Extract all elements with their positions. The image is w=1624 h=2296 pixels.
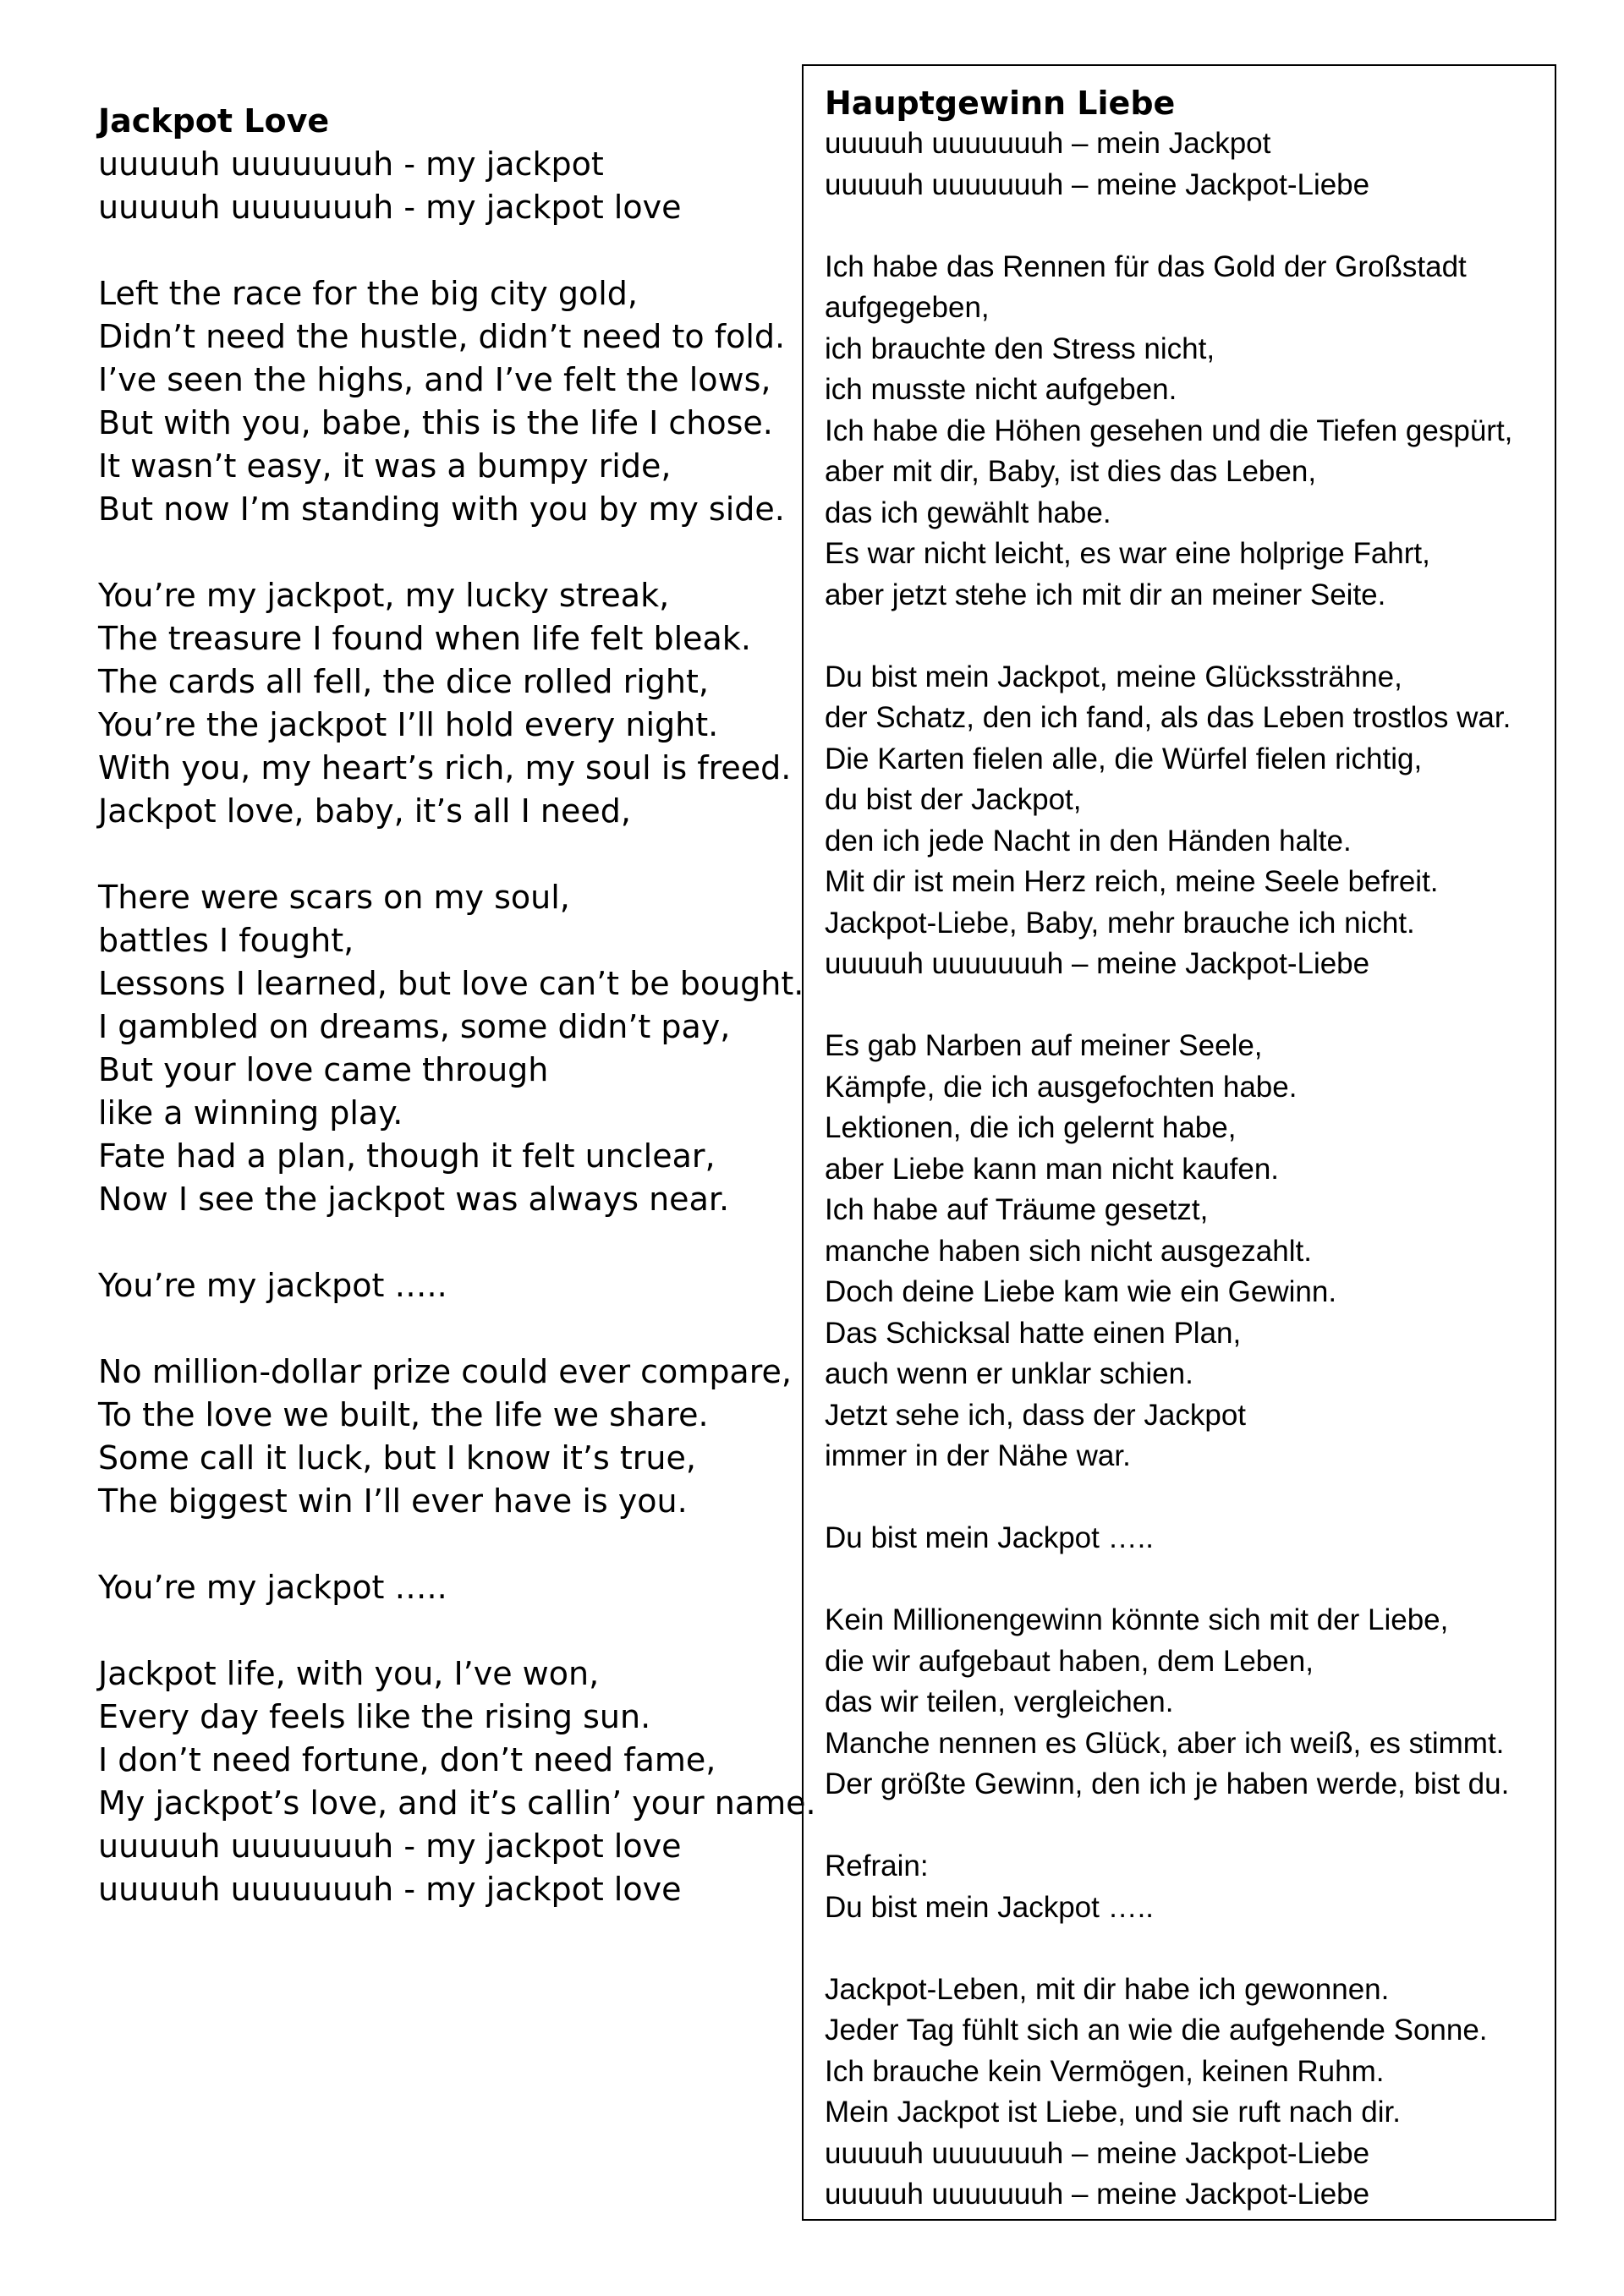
lyric-line: Jeder Tag fühlt sich an wie die aufgehende Sonne. [825,2014,1488,2047]
stanza [825,1518,1544,1559]
lyric-line: Left the race for the big city gold, [98,275,638,312]
lyric-line: But now I’m standing with you by my side. [98,490,785,528]
lyric-line: But with you, babe, this is the life I chose. [98,404,773,441]
lyric-line: Manche nennen es Glück, aber ich weiß, es stimmt. [825,1726,1505,1760]
stanza [825,123,1544,205]
lyric-line: Lektionen, die ich gelernt habe, [825,1111,1237,1144]
lyric-line: aber Liebe kann man nicht kaufen. [825,1152,1280,1186]
lyric-line: You’re the jackpot I’ll hold every night. [98,706,719,743]
lyric-line: Ich habe die Höhen gesehen und die Tiefen gespürt, [825,414,1513,447]
lyric-line: You’re my jackpot, my lucky streak, [98,577,670,614]
lyric-line: Jackpot life, with you, I’ve won, [98,1655,600,1692]
lyric-line: den ich jede Nacht in den Händen halte. [825,824,1352,858]
lyric-line: Kein Millionengewinn könnte sich mit der Liebe, [825,1603,1449,1636]
lyric-line: My jackpot’s love, and it’s callin’ your name. [98,1784,816,1822]
lyric-line: Ich brauche kein Vermögen, keinen Ruhm. [825,2054,1385,2088]
lyric-line: Ich habe auf Träume gesetzt, [825,1193,1209,1226]
lyric-line: Die Karten fielen alle, die Würfel fielen richtig, [825,742,1423,775]
lyric-line: Es gab Narben auf meiner Seele, [825,1029,1263,1062]
lyric-line: Du bist mein Jackpot ….. [825,1521,1155,1554]
english-lyrics-body [98,143,816,1911]
lyric-line: I don’t need fortune, don’t need fame, [98,1741,716,1778]
lyric-line: The treasure I found when life felt bleak. [98,620,751,657]
lyric-line: There were scars on my soul, [98,879,570,916]
stanza-gap [98,1609,792,1652]
lyric-line: uuuuuh uuuuuuuh - my jackpot [98,145,604,183]
lyric-line: It wasn’t easy, it was a bumpy ride, [98,447,672,485]
stanza [98,1351,792,1523]
stanza [98,1264,792,1307]
lyric-line: Now I see the jackpot was always near. [98,1181,730,1218]
english-lyrics-column [98,100,816,1911]
lyric-line: aber jetzt stehe ich mit dir an meiner Seite. [825,578,1386,611]
lyric-line: The biggest win I’ll ever have is you. [98,1482,688,1520]
stanza-gap [98,1523,792,1566]
lyric-line: Der größte Gewinn, den ich je haben werde, bist du. [825,1767,1510,1800]
lyric-line: You’re my jackpot ….. [98,1569,447,1606]
lyric-line: aufgegeben, [825,291,990,324]
lyric-line: Every day feels like the rising sun. [98,1698,651,1735]
lyric-line: battles I fought, [98,922,354,959]
lyric-line: Mit dir ist mein Herz reich, meine Seele befreit. [825,865,1439,898]
german-lyrics-body [825,123,1544,2216]
stanza-gap [825,985,1544,1027]
stanza-gap [98,229,792,272]
lyric-line: Du bist mein Jackpot ….. [825,1890,1155,1924]
stanza [825,247,1544,616]
lyric-line: Das Schicksal hatte einen Plan, [825,1316,1242,1350]
stanza [825,1600,1544,1806]
lyric-line: You’re my jackpot ….. [98,1267,447,1304]
stanza [98,143,792,229]
stanza-gap [825,1806,1544,1847]
lyric-line: The cards all fell, the dice rolled right, [98,663,709,700]
stanza [825,1970,1544,2216]
lyric-line: Lessons I learned, but love can’t be bought. [98,965,804,1002]
lyric-line: Mein Jackpot ist Liebe, und sie ruft nach dir. [825,2096,1401,2129]
lyric-line: Kämpfe, die ich ausgefochten habe. [825,1070,1298,1104]
german-lyrics-column [825,83,1544,2216]
lyric-line: ich brauchte den Stress nicht, [825,332,1215,365]
stanza-gap [98,531,792,574]
lyric-line: I’ve seen the highs, and I’ve felt the lows, [98,361,771,398]
german-song-title: Hauptgewinn Liebe [825,85,1176,122]
stanza [825,1026,1544,1477]
lyric-line: uuuuuh uuuuuuuh – mein Jackpot [825,127,1271,160]
lyric-line: Du bist mein Jackpot, meine Glückssträhne, [825,660,1402,693]
stanza-gap [825,1559,1544,1601]
lyric-line: auch wenn er unklar schien. [825,1357,1193,1390]
lyric-line: I gambled on dreams, some didn’t pay, [98,1008,731,1045]
stanza-gap [825,205,1544,247]
stanza [98,1652,816,1911]
lyric-line: But your love came through [98,1051,549,1088]
lyric-line: uuuuuh uuuuuuuh - my jackpot love [98,1827,682,1865]
lyric-line: Jetzt sehe ich, dass der Jackpot [825,1398,1247,1432]
lyric-line: Jackpot-Liebe, Baby, mehr brauche ich nicht. [825,906,1415,940]
lyric-line: No million-dollar prize could ever compare, [98,1353,792,1390]
stanza-gap [825,1928,1544,1970]
lyric-line: ich musste nicht aufgeben. [825,373,1177,406]
stanza-gap [98,833,792,876]
stanza [825,657,1544,985]
stanza-gap [98,1307,792,1351]
lyric-line: With you, my heart’s rich, my soul is freed. [98,749,792,786]
lyric-line: immer in der Nähe war. [825,1439,1131,1472]
stanza-gap [98,1221,792,1264]
lyric-line: uuuuuh uuuuuuuh – meine Jackpot-Liebe [825,947,1370,980]
lyric-line: uuuuuh uuuuuuuh - my jackpot love [98,189,682,226]
lyric-line: das ich gewählt habe. [825,496,1111,529]
stanza [98,876,804,1221]
lyric-line: Ich habe das Rennen für das Gold der Großstadt [825,249,1467,283]
lyric-line: manche haben sich nicht ausgezahlt. [825,1234,1312,1268]
lyric-line: Some call it luck, but I know it’s true, [98,1439,696,1477]
lyric-line: der Schatz, den ich fand, als das Leben trostlos war. [825,701,1512,734]
stanza [825,1846,1544,1928]
lyric-line: die wir aufgebaut haben, dem Leben, [825,1644,1314,1678]
lyric-line: Fate had a plan, though it felt unclear, [98,1137,716,1175]
stanza-gap [825,1477,1544,1519]
lyric-line: like a winning play. [98,1094,403,1132]
lyric-line: Es war nicht leicht, es war eine holprige Fahrt, [825,537,1430,570]
english-song-title: Jackpot Love [98,102,330,140]
lyric-line: Didn’t need the hustle, didn’t need to fold. [98,318,786,355]
lyric-line: du bist der Jackpot, [825,783,1082,816]
stanza-gap [825,616,1544,657]
lyric-line: uuuuuh uuuuuuuh – meine Jackpot-Liebe [825,2178,1370,2211]
lyric-line: aber mit dir, Baby, ist dies das Leben, [825,455,1317,488]
lyric-line: Jackpot-Leben, mit dir habe ich gewonnen. [825,1972,1390,2006]
stanza [98,1566,792,1609]
lyric-line: uuuuuh uuuuuuuh - my jackpot love [98,1871,682,1908]
stanza [98,272,792,531]
lyric-line: Doch deine Liebe kam wie ein Gewinn. [825,1275,1337,1308]
lyric-line: uuuuuh uuuuuuuh – meine Jackpot-Liebe [825,167,1370,201]
lyric-line: To the love we built, the life we share. [98,1396,709,1433]
lyric-line: Refrain: [825,1849,929,1882]
lyric-line: das wir teilen, vergleichen. [825,1685,1174,1718]
lyric-line: Jackpot love, baby, it’s all I need, [98,792,631,830]
lyric-line: uuuuuh uuuuuuuh – meine Jackpot-Liebe [825,2136,1370,2170]
stanza [98,574,792,833]
german-translation-box [802,64,1556,2221]
